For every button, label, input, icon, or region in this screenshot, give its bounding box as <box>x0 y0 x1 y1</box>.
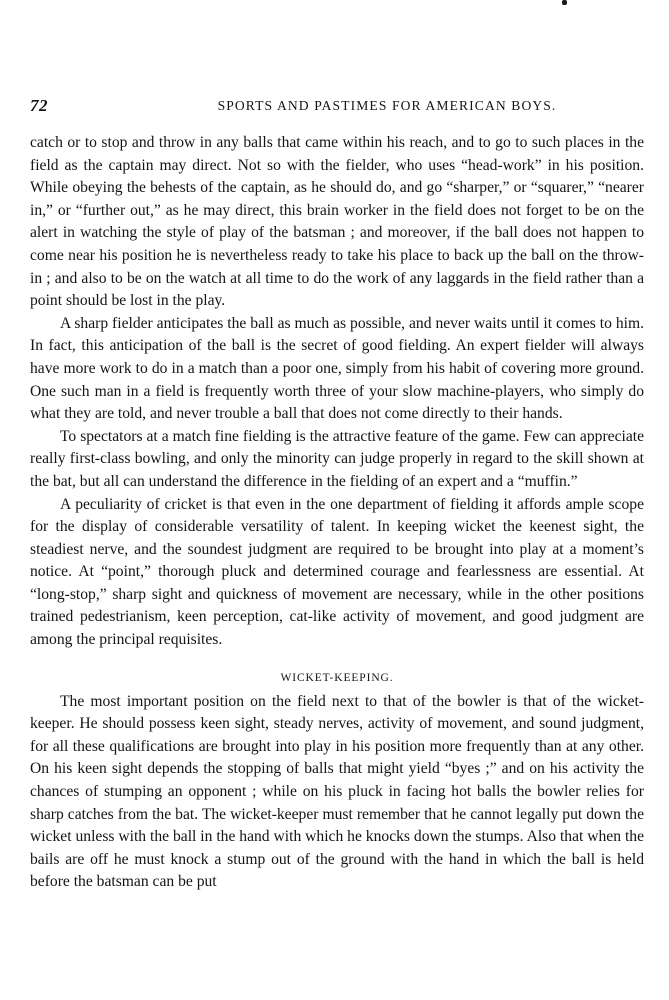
ink-speck <box>562 0 567 5</box>
paragraph-continuation: catch or to stop and throw in any balls that came within his reach, and to go to such places in the field as the captain may direct. Not so with the fielder, who uses “head-work” in his position. While obeying the behests of the captain, as he should do, and go “sharper,” or “squarer,” “nearer in,” or “further out,” as he may direct, this brain worker in the field does not forget to be on the alert in watching the style of play of the batsman ; and moreover, if the ball does not happen to come near his position he is nevertheless ready to take his place to back up the ball on the throw-in ; and also to be on the watch at all time to do the work of any laggards in the field rather than a point should be lost in the play. <box>30 134 644 310</box>
paragraph-sharp-fielder: A sharp fielder anticipates the ball as much as possible, and never waits until it comes to him. In fact, this anticipation of the ball is the secret of good fielding. An expert fielder will always have more work to do in a match than a poor one, simply from his habit of covering more ground. One such man in a field is frequently worth three of your slow machine-players, who simply do what they are told, and never trouble a ball that does not come directly to their hands. <box>30 314 644 423</box>
running-title: SPORTS AND PASTIMES FOR AMERICAN BOYS. <box>217 98 557 113</box>
section-heading: WICKET-KEEPING. <box>280 671 394 684</box>
page-header <box>30 96 644 118</box>
paragraph-wicket-keeper: The most important position on the field next to that of the bowler is that of the wicket-keeper. He should possess keen sight, steady nerves, activity of movement, and sound judgment, for all these qualifications are brought into play in his position more frequently than at any other. On his keen sight depends the stopping of balls that might yield “byes ;” and on his activity the chances of stumping an opponent ; while on his pluck in facing hot balls the bowler relies for sharp catches from the bat. The wicket-keeper must remember that he cannot legally put down the wicket unless with the ball in the hand with which he knocks down the stumps. Also that when the bails are off he must knock a stump out of the ground with the hand in which the ball is held before the batsman can be put <box>30 692 644 891</box>
paragraph-peculiarity: A peculiarity of cricket is that even in the one department of fielding it affords ample scope for the display of considerable versatility of talent. In keeping wicket the keenest sight, the steadiest nerve, and the soundest judgment are required to be brought into play at a moment’s notice. At “point,” thorough pluck and determined courage and fearlessness are essential. At “long-stop,” sharp sight and quickness of movement are necessary, while in the other positions trained pedestrianism, keen perception, cat-like activity of movement, and good judgment are among the principal requisites. <box>30 495 644 649</box>
page-number: 72 <box>30 96 48 115</box>
page-body <box>30 132 644 894</box>
paragraph-spectators: To spectators at a match fine fielding is the attractive feature of the game. Few can appreciate really first-class bowling, and only the minority can judge properly in regard to the skill shown at the bat, but all can understand the difference in the fielding of an expert and a “muffin.” <box>30 427 644 490</box>
